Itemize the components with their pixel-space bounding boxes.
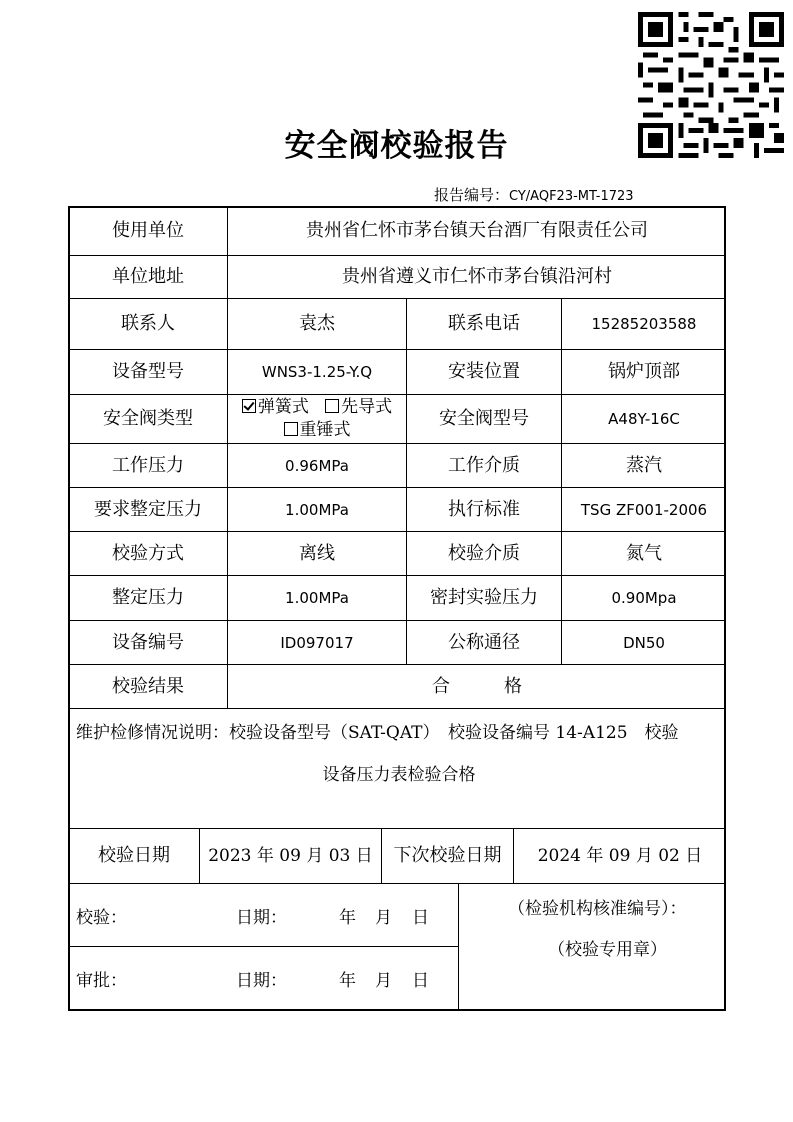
checkbox-weight-icon[interactable] [284,422,298,436]
value-user-unit: 贵州省仁怀市茅台镇天台酒厂有限责任公司 [306,220,648,242]
value-seal-pressure: 0.90Mpa [611,589,677,607]
option-spring: 弹簧式 [257,397,309,417]
label-user-unit: 使用单位 [112,220,184,242]
value-install-location: 锅炉顶部 [608,361,680,383]
label-seal-pressure: 密封实验压力 [430,587,538,609]
report-number-value: CY/AQF23-MT-1723 [509,189,634,204]
value-equipment-number: ID097017 [280,633,354,652]
value-result: 合 格 [432,675,522,697]
value-method: 离线 [299,542,335,564]
label-work-pressure: 工作压力 [112,454,184,476]
label-equipment-number: 设备编号 [112,631,184,653]
value-work-medium: 蒸汽 [626,454,662,476]
maintenance-note [76,712,722,796]
label-phone: 联系电话 [448,313,520,335]
value-address: 贵州省遵义市仁怀市茅台镇沿河村 [342,266,612,288]
value-valve-model: A48Y-16C [608,410,680,428]
label-standard: 执行标准 [448,498,520,520]
label-approver: 审批： [76,971,127,991]
label-check-date: 日期： [236,908,287,928]
value-next-test-date: 2024 年 09 月 02 日 [537,845,703,866]
label-approve-date: 日期： [236,971,287,991]
approve-day: 日 [412,971,429,991]
value-test-medium: 氮气 [626,542,662,564]
value-contact: 袁杰 [299,313,335,335]
label-method: 校验方式 [112,542,184,564]
value-phone: 15285203588 [591,315,697,333]
label-valve-type: 安全阀类型 [103,408,193,430]
label-checker: 校验： [76,908,127,928]
approve-year: 年 [339,971,356,991]
checkbox-pilot-icon[interactable] [325,399,339,413]
label-test-date: 校验日期 [98,845,170,867]
option-pilot: 先导式 [341,397,393,417]
label-install-location: 安装位置 [448,361,520,383]
value-set-pressure: 1.00MPa [285,589,349,607]
value-work-pressure: 0.96MPa [285,456,349,475]
report-number-label: 报告编号： [434,186,510,204]
check-day: 日 [412,908,429,928]
checkbox-spring-checked-icon[interactable] [242,399,256,413]
check-year: 年 [339,908,356,928]
note-line-1: 维护检修情况说明：校验设备型号（SAT-QAT） 校验设备编号 14-A125 校验 [76,723,679,743]
label-model: 设备型号 [112,361,184,383]
note-line-2: 设备压力表检验合格 [322,765,476,785]
page-title: 安全阀校验报告 [284,128,509,164]
check-month: 月 [375,908,392,928]
label-work-medium: 工作介质 [448,454,520,476]
label-nominal-diameter: 公称通径 [448,631,520,653]
value-standard: TSG ZF001-2006 [580,500,708,519]
value-nominal-diameter: DN50 [623,633,665,652]
label-next-test-date: 下次校验日期 [393,845,502,867]
valve-type-options [228,395,406,443]
label-required-set-pressure: 要求整定压力 [94,498,202,520]
label-valve-model: 安全阀型号 [439,408,529,430]
value-required-set-pressure: 1.00MPa [285,500,349,519]
label-result: 校验结果 [112,675,184,697]
label-test-medium: 校验介质 [448,542,520,564]
approve-month: 月 [375,971,392,991]
org-approval-number: （检验机构核准编号）： [508,899,687,919]
label-contact: 联系人 [121,313,175,335]
report-number [434,184,634,205]
label-address: 单位地址 [112,266,184,288]
test-stamp: （校验专用章） [548,940,667,960]
option-weight: 重锤式 [299,420,351,440]
value-model: WNS3-1.25-Y.Q [261,363,373,381]
value-test-date: 2023 年 09 月 03 日 [208,845,373,866]
label-set-pressure: 整定压力 [112,587,184,609]
